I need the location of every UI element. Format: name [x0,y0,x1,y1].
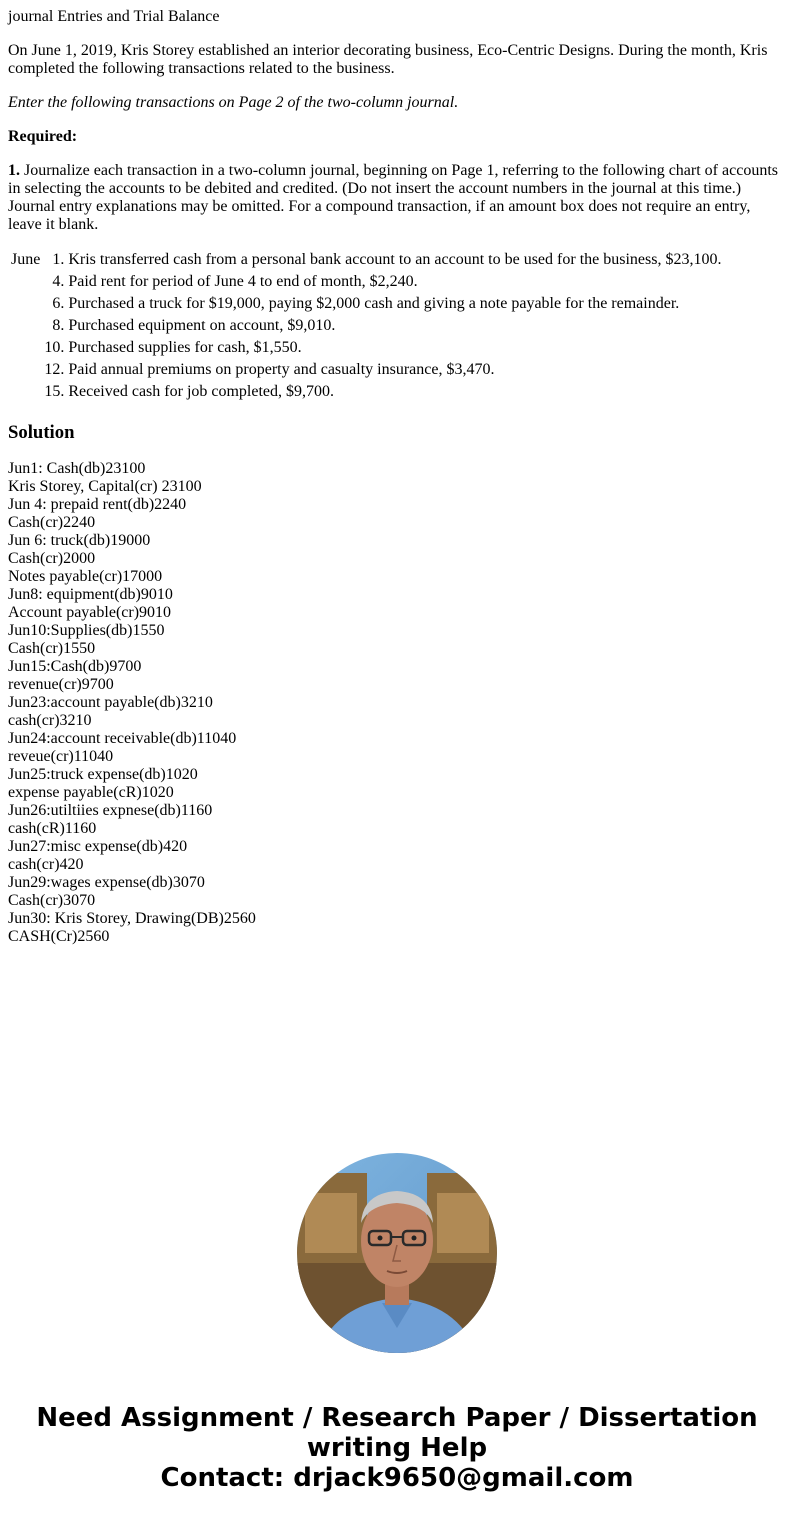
transaction-day: 6. [52,295,65,312]
solution-entry-line: Cash(cr)3070 [8,892,96,909]
banner-line-1: Need Assignment / Research Paper / Dissertation [36,1403,758,1433]
transaction-month [10,294,41,314]
solution-entry-line: expense payable(cR)1020 [8,784,174,801]
transaction-month [10,338,41,358]
solution-entry-line: Jun29:wages expense(db)3070 [8,874,205,891]
transaction-text: Purchased equipment on account, $9,010. [68,317,336,334]
solution-entry-line: Notes payable(cr)17000 [8,568,163,585]
transaction-row [10,382,722,402]
solution-entry-line: cash(cR)1160 [8,820,97,837]
page-title: journal Entries and Trial Balance [8,8,220,25]
transaction-text: Paid annual premiums on property and casualty insurance, $3,470. [68,361,495,378]
transaction-row [10,250,722,270]
author-avatar [297,1153,497,1353]
intro-paragraph: On June 1, 2019, Kris Storey established an interior decorating business, Eco-Centric Designs. During the month, Kris completed the following transactions related to the business. [8,42,768,77]
solution-entry-line: cash(cr)3210 [8,712,92,729]
transaction-month [10,382,41,402]
banner-line-2: writing Help [306,1433,488,1463]
solution-entry-line: Kris Storey, Capital(cr) 23100 [8,478,202,495]
solution-entry-line: Cash(cr)2000 [8,550,96,567]
solution-entry-line: cash(cr)420 [8,856,84,873]
solution-entry-line: Jun15:Cash(db)9700 [8,658,142,675]
transaction-month [10,360,41,380]
transaction-day: 1. [52,251,65,268]
transaction-month [10,272,41,292]
solution-entry-line: Jun27:misc expense(db)420 [8,838,188,855]
solution-entry-line: Account payable(cr)9010 [8,604,172,621]
transaction-row [10,294,722,314]
solution-entries [8,460,786,946]
transaction-month: June [11,251,41,268]
author-portrait-image [297,1153,497,1353]
solution-entry-line: Jun30: Kris Storey, Drawing(DB)2560 [8,910,256,927]
transaction-day: 15. [44,383,65,400]
requirement-text: Journalize each transaction in a two-column journal, beginning on Page 1, referring to the following chart of accounts in selecting the accounts to be debited and credited. (Do not insert the account numbers in the journal at this time.) Journal entry explanations may be omitted. For a compound transaction, if an amount box does not require an entry, leave it blank. [8,162,778,233]
transactions-table [8,248,724,404]
solution-entry-line: Jun25:truck expense(db)1020 [8,766,198,783]
required-label: Required: [8,128,78,145]
transaction-text: Purchased a truck for $19,000, paying $2,000 cash and giving a note payable for the remainder. [68,295,680,312]
solution-entry-line: Cash(cr)2240 [8,514,96,531]
transaction-text: Received cash for job completed, $9,700. [68,383,335,400]
transaction-day: 8. [52,317,65,334]
transaction-day: 10. [44,339,65,356]
transaction-day: 4. [52,273,65,290]
transaction-text: Kris transferred cash from a personal bank account to an account to be used for the business, $23,100. [68,251,722,268]
contact-banner [0,1403,794,1493]
banner-contact-line: Contact: drjack9650@gmail.com [160,1463,634,1493]
solution-entry-line: Jun24:account receivable(db)11040 [8,730,237,747]
solution-entry-line: revenue(cr)9700 [8,676,114,693]
transaction-row [10,338,722,358]
solution-entry-line: reveue(cr)11040 [8,748,114,765]
solution-entry-line: CASH(Cr)2560 [8,928,110,945]
solution-entry-line: Jun23:account payable(db)3210 [8,694,213,711]
transaction-month [10,316,41,336]
solution-entry-line: Jun8: equipment(db)9010 [8,586,173,603]
solution-entry-line: Cash(cr)1550 [8,640,96,657]
transaction-row [10,316,722,336]
transaction-row [10,360,722,380]
solution-entry-line: Jun10:Supplies(db)1550 [8,622,165,639]
transaction-row [10,272,722,292]
solution-entry-line: Jun 6: truck(db)19000 [8,532,151,549]
instruction-paragraph: Enter the following transactions on Page 2 of the two-column journal. [8,94,459,111]
requirement-paragraph [8,162,786,234]
solution-heading: Solution [8,422,75,443]
solution-entry-line: Jun26:utiltiies expnese(db)1160 [8,802,213,819]
transaction-day: 12. [44,361,65,378]
requirement-number: 1. [8,162,20,179]
transaction-text: Purchased supplies for cash, $1,550. [68,339,302,356]
solution-entry-line: Jun1: Cash(db)23100 [8,460,146,477]
solution-entry-line: Jun 4: prepaid rent(db)2240 [8,496,187,513]
transaction-text: Paid rent for period of June 4 to end of month, $2,240. [68,273,418,290]
